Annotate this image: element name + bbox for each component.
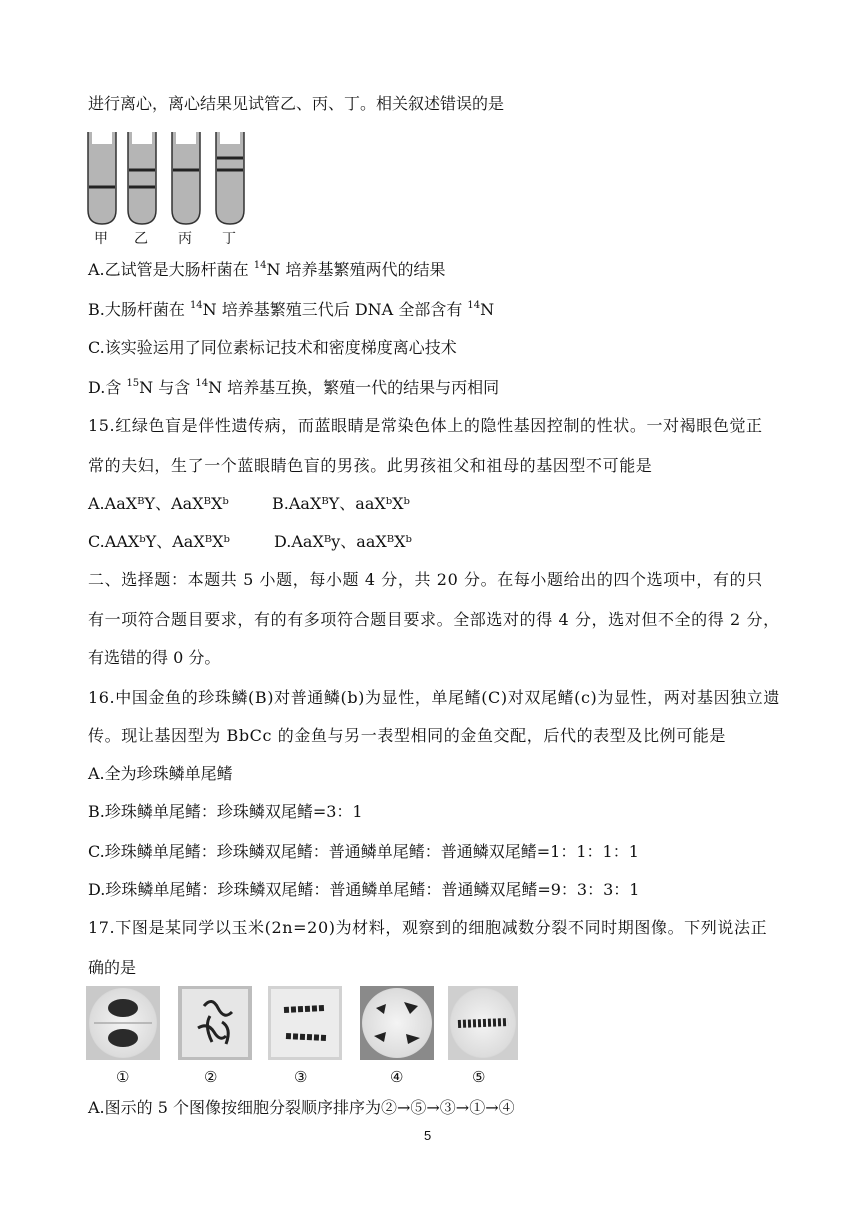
q15-option-b: B.AaXᴮY、aaXᵇXᵇ xyxy=(272,494,410,513)
page-number: 5 xyxy=(424,1128,432,1143)
meiosis-micrographs xyxy=(86,986,518,1062)
q15-option-c: C.AAXᵇY、AaXᴮXᵇ xyxy=(88,532,230,551)
cell-label-4: ④ xyxy=(390,1068,404,1086)
q17-stem-line2: 确的是 xyxy=(88,958,137,977)
q16-option-d: D.珍珠鳞单尾鳍：珍珠鳞双尾鳍：普通鳞单尾鳍：普通鳞双尾鳍=9：3：3：1 xyxy=(88,880,640,899)
q16-stem-line1: 16.中国金鱼的珍珠鳞(B)对普通鳞(b)为显性，单尾鳍(C)对双尾鳍(c)为显性，两对基因独立遗 xyxy=(88,688,780,707)
q16-option-a: A.全为珍珠鳞单尾鳍 xyxy=(88,764,233,783)
cell-label-3: ③ xyxy=(294,1068,308,1086)
section2-line3: 有选错的得 0 分。 xyxy=(88,648,221,667)
cell-image-3 xyxy=(268,986,342,1060)
q15-stem-line1: 15.红绿色盲是伴性遗传病，而蓝眼睛是常染色体上的隐性基因控制的性状。一对褐眼色觉正 xyxy=(88,416,763,435)
q14-option-b: B.大肠杆菌在 $^{14}$N 培养基繁殖三代后 DNA 全部含有 $^{14}$N xyxy=(88,300,495,319)
q14-option-d: D.含 $^{15}$N 与含 $^{14}$N 培养基互换，繁殖一代的结果与丙相同 xyxy=(88,378,500,397)
cell-label-1: ① xyxy=(116,1068,130,1086)
cell-image-2 xyxy=(178,986,252,1060)
tube-yi xyxy=(128,132,156,224)
tube-label-yi: 乙 xyxy=(134,231,148,247)
intro-line: 进行离心，离心结果见试管乙、丙、丁。相关叙述错误的是 xyxy=(88,94,505,113)
q14-option-c: C.该实验运用了同位素标记技术和密度梯度离心技术 xyxy=(88,338,457,357)
q14-option-a: A.乙试管是大肠杆菌在 $^{14}$N 培养基繁殖两代的结果 xyxy=(88,260,446,279)
tube-ding xyxy=(216,132,244,224)
q16-stem-line2: 传。现让基因型为 BbCc 的金鱼与另一表型相同的金鱼交配，后代的表型及比例可能是 xyxy=(88,726,726,745)
section2-line2: 有一项符合题目要求，有的有多项符合题目要求。全部选对的得 4 分，选对但不全的得 2 分， xyxy=(88,610,780,629)
cell-image-5 xyxy=(448,986,518,1060)
tube-label-jia: 甲 xyxy=(94,231,108,247)
q17-option-a: A.图示的 5 个图像按细胞分裂顺序排序为②→⑤→③→①→④ xyxy=(88,1098,515,1117)
q16-option-c: C.珍珠鳞单尾鳍：珍珠鳞双尾鳍：普通鳞单尾鳍：普通鳞双尾鳍=1：1：1：1 xyxy=(88,842,639,861)
q16-option-b: B.珍珠鳞单尾鳍：珍珠鳞双尾鳍=3：1 xyxy=(88,802,363,821)
q15-option-d: D.AaXᴮy、aaXᴮXᵇ xyxy=(274,532,412,551)
test-tubes-figure xyxy=(80,128,260,228)
section2-line1: 二、选择题：本题共 5 小题，每小题 4 分，共 20 分。在每小题给出的四个选项中，有的只 xyxy=(88,570,763,589)
cell-image-1 xyxy=(86,986,160,1060)
q15-stem-line2: 常的夫妇，生了一个蓝眼睛色盲的男孩。此男孩祖父和祖母的基因型不可能是 xyxy=(88,456,653,475)
q17-stem-line1: 17.下图是某同学以玉米(2n=20)为材料，观察到的细胞减数分裂不同时期图像。下列说法正 xyxy=(88,918,768,937)
cell-label-2: ② xyxy=(204,1068,218,1086)
q15-option-a: A.AaXᴮY、AaXᴮXᵇ xyxy=(88,494,229,513)
tube-jia xyxy=(88,132,116,224)
tube-label-bing: 丙 xyxy=(178,231,192,247)
cell-label-5: ⑤ xyxy=(472,1068,486,1086)
tube-bing xyxy=(172,132,200,224)
tube-label-ding: 丁 xyxy=(222,231,236,247)
cell-image-4 xyxy=(360,986,434,1060)
